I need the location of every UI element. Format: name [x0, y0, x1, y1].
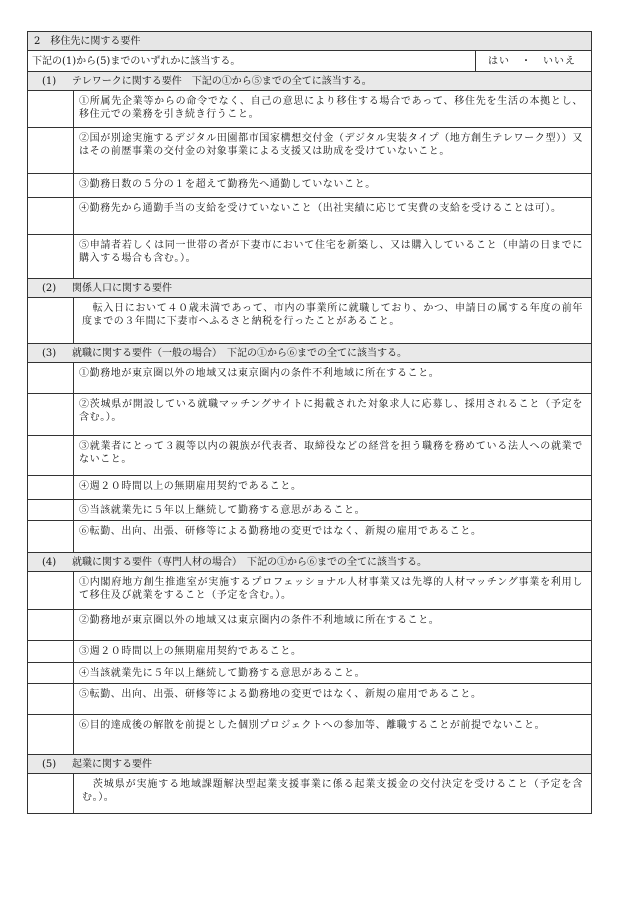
requirement-text: ③勤務日数の５分の１を超えて勤務先へ通勤していないこと。	[79, 179, 376, 190]
requirement-item	[27, 128, 592, 174]
group-number: (2)	[42, 283, 57, 294]
main-question-row	[27, 51, 592, 72]
requirement-text: ①内閣府地方創生推進室が実施するプロフェッショナル人材事業又は先導的人材マッチング事業を利用して移住及び就業をすること（予定を含む。）。	[79, 577, 583, 602]
requirement-text: ⑤申請者若しくは同一世帯の者が下妻市において住宅を新築し、又は購入していること（申請の日までに購入する場合も含む。）。	[79, 240, 583, 265]
requirement-item	[27, 774, 592, 814]
requirement-item	[27, 521, 592, 553]
requirement-text: ⑤当該就業先に５年以上継続して勤務する意思があること。	[79, 505, 366, 516]
requirement-text: ②勤務地が東京圏以外の地域又は東京圏内の条件不利地域に所在すること。	[79, 615, 440, 626]
requirement-text: ③就業者にとって３親等以内の親族が代表者、取締役などの経営を担う職務を務めている法人への就業でないこと。	[79, 441, 583, 466]
requirement-text: ⑤転勤、出向、出張、研修等による勤務地の変更ではなく、新規の雇用であること。	[79, 689, 482, 700]
group-header-4	[27, 553, 592, 572]
main-question-text: 下記の(1)から(5)までのいずれかに該当する。	[32, 56, 241, 67]
requirement-text: ①勤務地が東京圏以外の地域又は東京圏内の条件不利地域に所在すること。	[79, 368, 440, 379]
requirement-text: ⑥目的達成後の解散を前提とした個別プロジェクトへの参加等、離職することが前提でないこと。	[79, 720, 546, 731]
group-title: 関係人口に関する要件	[72, 283, 172, 294]
section-title: 2 移住先に関する要件	[34, 36, 141, 47]
requirement-item	[27, 500, 592, 521]
group-title: 就職に関する要件（専門人材の場合） 下記の①から⑥までの全てに該当する。	[72, 557, 427, 568]
group-number: (3)	[42, 348, 57, 359]
group-title: 就職に関する要件（一般の場合） 下記の①から⑥までの全てに該当する。	[72, 348, 407, 359]
group-header-2	[27, 279, 592, 298]
requirement-text: ④勤務先から通勤手当の支給を受けていないこと（出社実績に応じて実費の支給を受けることは可）。	[79, 203, 562, 214]
requirement-text: ②国が別途実施するデジタル田園都市国家構想交付金（デジタル実装タイプ（地方創生テレワーク型））又はその前歴事業の交付金の対象事業による支援又は助成を受けていないこと。	[79, 133, 583, 158]
requirement-text: 転入日において４０歳未満であって、市内の事業所に就職しており、かつ、申請日の属する年度の前年度までの３年間に下妻市へふるさと納税を行ったことがあること。	[82, 303, 583, 328]
requirement-item	[27, 715, 592, 755]
requirement-item	[27, 436, 592, 476]
group-header-1	[27, 72, 592, 91]
requirement-item	[27, 572, 592, 610]
group-header-5	[27, 755, 592, 774]
requirement-item	[27, 476, 592, 500]
requirement-item	[27, 641, 592, 663]
requirement-text: ①所属先企業等からの命令でなく、自己の意思により移住する場合であって、移住先を生活の本拠とし、移住元での業務を引き続き行うこと。	[79, 96, 583, 121]
requirement-item	[27, 198, 592, 235]
requirement-text: ④週２０時間以上の無期雇用契約であること。	[79, 481, 302, 492]
requirement-text: ④当該就業先に５年以上継続して勤務する意思があること。	[79, 668, 366, 679]
group-number: (1)	[42, 76, 57, 87]
requirement-item	[27, 298, 592, 344]
section-header	[27, 31, 592, 51]
group-title: 起業に関する要件	[72, 759, 152, 770]
group-header-3	[27, 344, 592, 363]
requirement-text: ⑥転勤、出向、出張、研修等による勤務地の変更ではなく、新規の雇用であること。	[79, 526, 482, 537]
requirement-text: ③週２０時間以上の無期雇用契約であること。	[79, 646, 302, 657]
requirement-item	[27, 394, 592, 436]
requirement-item	[27, 174, 592, 198]
requirement-item	[27, 663, 592, 684]
group-number: (5)	[42, 759, 57, 770]
group-number: (4)	[42, 557, 57, 568]
requirement-item	[27, 684, 592, 715]
requirement-item	[27, 91, 592, 128]
requirement-item	[27, 235, 592, 279]
requirement-text: 茨城県が実施する地域課題解決型起業支援事業に係る起業支援金の交付決定を受けること（予定を含む。）。	[82, 779, 583, 804]
requirement-text: ②茨城県が開設している就職マッチングサイトに掲載された対象求人に応募し、採用されること（予定を含む。）。	[79, 399, 583, 424]
yes-no-answer[interactable]: はい ・ いいえ	[475, 51, 576, 71]
requirements-table	[27, 31, 592, 814]
requirement-item	[27, 610, 592, 641]
requirement-item	[27, 363, 592, 394]
group-title: テレワークに関する要件 下記の①から⑤までの全てに該当する。	[72, 76, 372, 87]
